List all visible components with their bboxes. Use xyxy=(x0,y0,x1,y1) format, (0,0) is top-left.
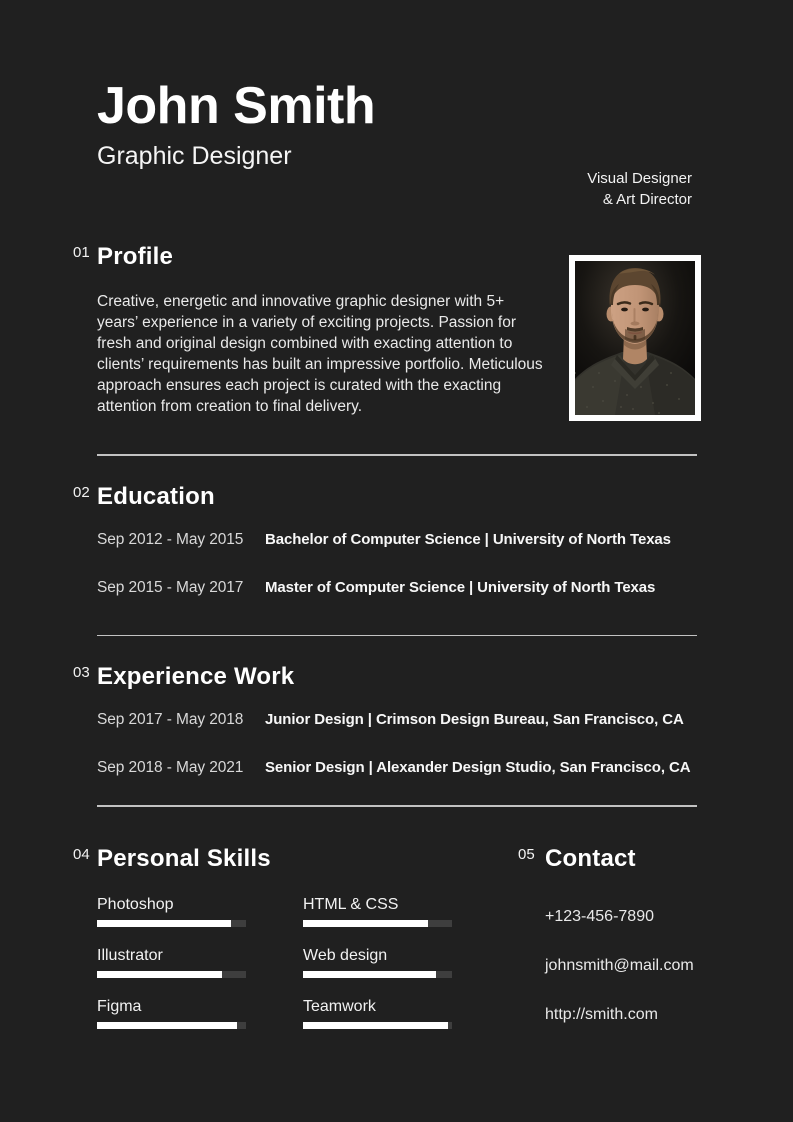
contact-phone: +123-456-7890 xyxy=(545,907,654,925)
skill-label: Illustrator xyxy=(97,946,163,964)
section-skills xyxy=(73,844,454,1029)
skill-label: Photoshop xyxy=(97,895,174,913)
skill-bar-fill xyxy=(97,1022,237,1029)
experience-description: Junior Design | Crimson Design Bureau, San Francisco, CA xyxy=(265,711,684,728)
divider-1 xyxy=(97,454,697,456)
education-dates: Sep 2015 - May 2017 xyxy=(97,578,244,596)
education-heading xyxy=(73,482,697,512)
section-title: Profile xyxy=(97,243,174,270)
experience-dates: Sep 2017 - May 2018 xyxy=(97,711,244,728)
skill-bar-fill xyxy=(303,920,428,927)
skill-bar-track xyxy=(97,1022,246,1029)
bottom-columns xyxy=(73,844,697,1029)
contact-website: http://smith.com xyxy=(545,1005,658,1023)
person-name: John Smith xyxy=(97,77,376,135)
skills-heading xyxy=(73,844,454,874)
skill-bar-track xyxy=(303,1022,452,1029)
experience-row xyxy=(97,710,697,730)
section-number: 05 xyxy=(518,845,535,863)
divider-3 xyxy=(97,805,697,807)
section-number: 04 xyxy=(73,845,90,863)
section-title: Personal Skills xyxy=(97,844,271,872)
skill-item xyxy=(303,947,452,978)
education-dates: Sep 2012 - May 2015 xyxy=(97,530,244,548)
contact-list xyxy=(545,908,694,1024)
skill-item xyxy=(97,947,246,978)
skill-label: Web design xyxy=(303,946,388,964)
section-education xyxy=(73,482,697,598)
skill-bar-track xyxy=(303,920,452,927)
skill-bar-fill xyxy=(97,971,222,978)
skill-label: Figma xyxy=(97,997,142,1015)
skill-item xyxy=(303,998,452,1029)
experience-dates: Sep 2018 - May 2021 xyxy=(97,759,244,776)
contact-email: johnsmith@mail.com xyxy=(545,956,694,974)
header xyxy=(97,0,697,208)
section-title: Contact xyxy=(545,844,636,872)
education-row xyxy=(97,578,697,598)
divider-2 xyxy=(97,635,697,637)
skill-bar-fill xyxy=(303,1022,448,1029)
section-number: 01 xyxy=(73,244,90,261)
skill-item xyxy=(97,896,246,927)
skill-item xyxy=(97,998,246,1029)
tagline-line-2: & Art Director xyxy=(602,191,692,208)
section-experience xyxy=(73,662,697,778)
section-number: 02 xyxy=(73,483,90,501)
tagline xyxy=(587,168,692,210)
skill-label: HTML & CSS xyxy=(303,895,399,913)
tagline-line-1: Visual Designer xyxy=(587,170,692,187)
experience-row xyxy=(97,758,697,778)
skill-bar-track xyxy=(97,920,246,927)
education-row xyxy=(97,530,697,550)
education-description: Bachelor of Computer Science | University of North Texas xyxy=(265,530,671,548)
skills-grid xyxy=(97,896,454,1029)
skill-item xyxy=(303,896,452,927)
education-description: Master of Computer Science | University of North Texas xyxy=(265,578,656,596)
experience-list xyxy=(97,710,697,778)
experience-description: Senior Design | Alexander Design Studio, San Francisco, CA xyxy=(265,759,691,776)
education-list xyxy=(97,530,697,598)
skill-bar-fill xyxy=(303,971,436,978)
experience-heading xyxy=(73,662,697,692)
skill-label: Teamwork xyxy=(303,997,376,1015)
contact-heading xyxy=(518,844,694,874)
section-contact xyxy=(518,844,694,1029)
portrait-illustration xyxy=(575,261,695,415)
skill-bar-fill xyxy=(97,920,231,927)
section-title: Education xyxy=(97,482,215,510)
skill-bar-track xyxy=(303,971,452,978)
profile-text: Creative, energetic and innovative graphic designer with 5+ years’ experience in a variety of exciting projects. Passion for fresh and original design combined with exacting attention to clients’ requirements has built an impressive portfolio. Meticulous approach ensures each project is curated with the exacting attention from creation to final delivery. xyxy=(97,293,543,415)
profile-photo xyxy=(569,255,701,421)
section-number: 03 xyxy=(73,664,90,681)
person-role: Graphic Designer xyxy=(97,142,292,170)
skill-bar-track xyxy=(97,971,246,978)
section-title: Experience Work xyxy=(97,663,295,690)
